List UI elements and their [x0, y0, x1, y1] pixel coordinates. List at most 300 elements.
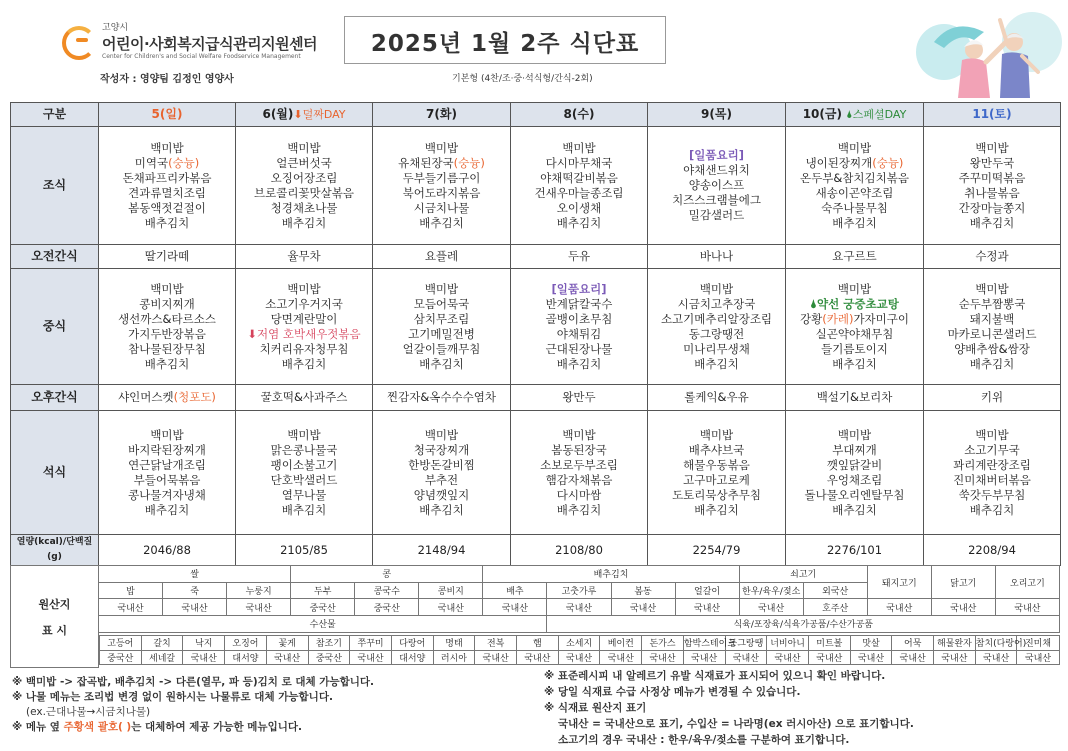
dish: 배추김치	[832, 502, 877, 517]
dish: 백미밥	[975, 140, 1009, 155]
meal-cell	[786, 411, 924, 535]
dish: 배추김치	[144, 502, 190, 517]
breakfast-row	[11, 127, 1061, 245]
origin-item: 두부	[291, 582, 355, 599]
group-processed: 식육/포장육/식육가공품/수산가공품	[547, 616, 1060, 633]
row-label-dinner: 석식	[11, 411, 99, 535]
dish: 봄동된장국	[551, 442, 607, 457]
origin-item: 외국산	[803, 582, 867, 599]
dish: 백미밥	[837, 140, 872, 155]
note: ※ 당일 식재료 수급 사정상 메뉴가 변경될 수 있습니다.	[544, 686, 801, 698]
note: (ex.근대나물→시금치나물)	[26, 706, 151, 718]
dish: 백미밥	[837, 427, 872, 442]
day-tue: 7(화)	[373, 103, 511, 127]
origin-value: 호주산	[803, 599, 867, 616]
origin-value: 국내산	[99, 599, 163, 616]
group-duck: 오리고기	[995, 566, 1059, 599]
dish: 쑥갓두부무침	[958, 487, 1026, 502]
dish: 취나물볶음	[964, 185, 1020, 200]
origin-value: 국내산	[611, 599, 675, 616]
meal-cell	[511, 127, 648, 245]
dish: 간장마늘쫑지	[958, 200, 1026, 215]
origin-value: 국내산	[975, 650, 1017, 665]
dish: 치커리유자청무침	[259, 341, 349, 356]
dish: 모듬어묵국	[413, 296, 470, 311]
meal-cell	[648, 411, 786, 535]
origin-item: 햄	[517, 635, 559, 650]
origin-item: 해물완자	[934, 635, 976, 650]
origin-item: 한우/육우/젖소	[739, 582, 803, 599]
snack-cell: 두유	[511, 245, 648, 269]
dish: 견과류멸치조림	[128, 185, 206, 200]
dish: 배추김치	[556, 502, 602, 517]
dish: 청국장찌개	[413, 442, 470, 457]
dish: 배추김치	[281, 356, 327, 371]
dish: 백미밥	[975, 281, 1009, 296]
dish: 꽈리계란장조림	[953, 457, 1031, 472]
dish: 소보로두부조림	[540, 457, 618, 472]
origin-item: 다랑어	[391, 635, 433, 650]
dish: 오이생채	[556, 200, 602, 215]
dish: 동그랑땡전	[688, 326, 745, 341]
origin-value: 세네갈	[141, 650, 183, 665]
origin-item: 꽃게	[266, 635, 308, 650]
dish: 백미밥	[424, 140, 459, 155]
origin-label-1: 원산지	[38, 597, 71, 611]
origin-label-2: 표 시	[41, 623, 68, 637]
group-kimchi: 배추김치	[483, 566, 739, 583]
origin-item: 낙지	[183, 635, 225, 650]
nutrition-cell: 2046/88	[99, 535, 236, 566]
group-pork: 돼지고기	[867, 566, 931, 599]
dish: 주꾸미떡볶음	[958, 170, 1026, 185]
origin-value: 국내산	[547, 599, 611, 616]
meal-cell	[924, 127, 1061, 245]
dish: 양송이스프	[688, 178, 745, 192]
dish: 소고기무국	[964, 442, 1020, 457]
dish: 숙주나물무침	[821, 200, 888, 215]
org-name-english: Center for Children's and Social Welfare Foodservice Management	[102, 53, 301, 60]
am-snack-row	[11, 245, 1061, 269]
origin-item: 명태	[433, 635, 475, 650]
day-thu: 9(목)	[648, 103, 786, 127]
dish: 배추김치	[969, 502, 1015, 517]
dish: 미나리무생채	[683, 341, 750, 356]
dish: 배추김치	[144, 215, 190, 230]
dish: 두부들기름구이	[402, 170, 481, 185]
alt-option: (청포도)	[173, 390, 216, 404]
corner-label: 구분	[11, 103, 99, 127]
dish: 햄감자채볶음	[545, 472, 613, 487]
origin-value: 국내산	[739, 599, 803, 616]
origin-value: 국내산	[350, 650, 392, 665]
origin-value: 대서양	[391, 650, 433, 665]
page-title: 2025년 1월 2주 식단표	[370, 31, 640, 57]
dish: 깻잎닭갈비	[826, 457, 883, 472]
origin-subtable-wrap	[99, 632, 1060, 667]
dish: 바지락된장찌개	[128, 442, 206, 457]
alt-option: (숭늉)	[453, 155, 485, 170]
meal-cell	[924, 269, 1061, 385]
dish: 배추김치	[281, 215, 327, 230]
origin-item: 전복	[475, 635, 517, 650]
meal-cell	[99, 411, 236, 535]
alt-option: (카레)	[822, 311, 854, 326]
notes-right	[544, 668, 1064, 748]
meal-cell	[373, 411, 511, 535]
origin-item: 배추	[483, 582, 547, 599]
dish: 돼지불백	[969, 311, 1015, 326]
origin-item: 참치(다랑어)	[975, 635, 1017, 650]
origin-item: 쭈꾸미	[350, 635, 392, 650]
origin-item: 밥	[99, 582, 163, 599]
meal-cell	[786, 127, 924, 245]
dish: 맑은콩나물국	[270, 442, 338, 457]
origin-value: 국내산	[266, 650, 308, 665]
title-box	[344, 16, 666, 64]
dish: 다시마쌈	[556, 487, 602, 502]
row-label-pm-snack: 오후간식	[11, 385, 99, 411]
pm-snack-row	[11, 385, 1061, 411]
dish: 치즈스크램블에그	[672, 193, 761, 207]
origin-value: 국내산	[475, 650, 517, 665]
dish: 야채샌드위치	[683, 163, 750, 177]
nutrition-row	[11, 535, 1061, 566]
dish: 팽이소불고기	[270, 457, 338, 472]
meal-cell	[924, 411, 1061, 535]
seafood-values-row	[100, 650, 1060, 665]
dish: 시금치나물	[413, 200, 470, 215]
dish: 들기름토이지	[821, 341, 888, 356]
dish: 배추김치	[556, 356, 602, 371]
dish: 백미밥	[424, 281, 459, 296]
dish: 배추김치	[694, 502, 739, 517]
origin-item: 참조기	[308, 635, 350, 650]
origin-row-4	[11, 616, 1060, 633]
day-sun: 5(일)	[99, 103, 236, 127]
day-mon: 6(월)⬇덜짜DAY	[236, 103, 373, 127]
dish: 백미밥	[150, 140, 184, 155]
dish: 마카로니콘샐러드	[947, 326, 1037, 341]
origin-table	[10, 565, 1060, 668]
dish: 진미채버터볶음	[953, 472, 1031, 487]
dish: 건새우마늘종조림	[534, 185, 624, 200]
meal-cell	[511, 411, 648, 535]
origin-value: 국내산	[675, 599, 739, 616]
dish: 온두부&참치김치볶음	[800, 170, 909, 185]
dish: 배추김치	[419, 356, 464, 371]
dish: 돌나물오리엔탈무침	[804, 487, 905, 502]
dish: 실곤약야채무침	[815, 326, 894, 341]
dish: 배추김치	[281, 502, 327, 517]
snack-cell: 키위	[924, 385, 1061, 411]
dish: 백미밥	[150, 427, 184, 442]
nutrition-cell: 2254/79	[648, 535, 786, 566]
origin-label	[11, 566, 99, 668]
dish: 청경채초나물	[270, 200, 338, 215]
dish: 🌢약선 궁중초교탕	[810, 296, 899, 311]
dish: 삼치무조림	[413, 311, 470, 326]
group-rice: 쌀	[99, 566, 291, 583]
snack-cell: 백설기&보리차	[786, 385, 924, 411]
dish: 배추김치	[419, 215, 464, 230]
nutrition-cell: 2108/80	[511, 535, 648, 566]
dish: 당면계란말이	[270, 311, 338, 326]
origin-item: 너비아니	[767, 635, 809, 650]
dish: 냉이된장찌개(숭늉)	[805, 155, 904, 170]
note: ※ 나물 메뉴는 조리법 변경 없이 원하시는 나물류로 대체 가능합니다.	[12, 691, 333, 703]
dish: 단호박샐러드	[270, 472, 338, 487]
snack-cell: 율무차	[236, 245, 373, 269]
snack-cell: 왕만두	[511, 385, 648, 411]
dish: 백미밥	[424, 427, 459, 442]
dish: 백미밥	[287, 427, 321, 442]
origin-item: 소세지	[558, 635, 600, 650]
dish: 얼갈이들깨무침	[402, 341, 481, 356]
origin-item: 맛살	[850, 635, 892, 650]
meal-cell	[511, 269, 648, 385]
origin-row-1	[11, 566, 1060, 583]
org-city: 고양시	[102, 23, 129, 33]
snack-cell: 꿀호떡&사과주스	[236, 385, 373, 411]
day-fri: 10(금) 🌢스페셜DAY	[786, 103, 924, 127]
snack-cell: 수정과	[924, 245, 1061, 269]
dish: 배추김치	[419, 502, 464, 517]
origin-item: 돈가스	[642, 635, 684, 650]
dish: 배추샤브국	[688, 442, 745, 457]
dish: 백미밥	[287, 140, 321, 155]
dish: 다시마무채국	[545, 155, 613, 170]
origin-value: 국내산	[931, 599, 995, 616]
alt-option: (숭늉)	[872, 155, 904, 170]
origin-value: 국내산	[558, 650, 600, 665]
meal-cell	[99, 269, 236, 385]
dish: 백미밥	[699, 281, 734, 296]
origin-value: 대서양	[225, 650, 267, 665]
page-subtitle: 기본형 (4찬/조·중·석식형/간식-2회)	[452, 74, 593, 84]
origin-item: 죽	[163, 582, 227, 599]
snack-cell: 요플레	[373, 245, 511, 269]
header	[0, 0, 1068, 98]
nutrition-cell: 2105/85	[236, 535, 373, 566]
dish: 오징어장조림	[270, 170, 338, 185]
meal-cell	[236, 411, 373, 535]
notes-left	[12, 675, 532, 735]
pm-snack-sun: 샤인머스켓	[118, 390, 174, 404]
dish: 백미밥	[837, 281, 872, 296]
dish: 왕만두국	[969, 155, 1015, 170]
origin-item: 봄동	[611, 582, 675, 599]
dish: 참나물된장무침	[128, 341, 206, 356]
snack-cell	[99, 385, 236, 411]
dish: 배추김치	[832, 356, 877, 371]
dish: 양념깻잎지	[413, 487, 470, 502]
origin-item: 콩비지	[419, 582, 483, 599]
row-label-breakfast: 조식	[11, 127, 99, 245]
note: ※ 표준레시피 내 알레르기 유발 식재료가 표시되어 있으니 확인 바랍니다.	[544, 670, 886, 682]
lunch-row	[11, 269, 1061, 385]
dish: 생선까스&타르소스	[118, 311, 216, 326]
dish: 돈채파프리카볶음	[122, 170, 212, 185]
elderly-dancing-illustration	[914, 12, 1064, 98]
origin-value: 국내산	[1017, 650, 1059, 665]
dish: 배추김치	[144, 356, 190, 371]
dish: 강황(카레)가자미구이	[800, 311, 909, 326]
origin-item: 진미채	[1017, 635, 1059, 650]
meal-cell	[648, 127, 786, 245]
dish: 유채된장국(숭늉)	[398, 155, 485, 170]
dish: 배추김치	[694, 356, 739, 371]
dish: 봄동액젓겉절이	[128, 200, 206, 215]
weekly-menu-table	[10, 102, 1061, 566]
dish: 열무나물	[281, 487, 327, 502]
dish: 콩비지찌개	[139, 296, 195, 311]
dish: 야채튀김	[556, 326, 602, 341]
origin-row-5	[11, 632, 1060, 667]
meal-cell	[373, 127, 511, 245]
origin-value: 국내산	[517, 650, 559, 665]
meal-cell	[99, 127, 236, 245]
nutrition-cell: 2148/94	[373, 535, 511, 566]
dish: [일품요리]	[689, 148, 744, 162]
note-alt-menu: ※ 메뉴 옆 주황색 괄호( )는 대체하여 제공 가능한 메뉴입니다.	[12, 721, 302, 733]
snack-cell: 바나나	[648, 245, 786, 269]
origin-value: 중국산	[355, 599, 419, 616]
dish: 고구마고로케	[683, 472, 750, 487]
origin-value: 러시아	[433, 650, 475, 665]
origin-value: 국내산	[767, 650, 809, 665]
dish: 새송이곤약조림	[815, 185, 894, 200]
origin-value: 국내산	[600, 650, 642, 665]
dish: 도토리묵상추무침	[672, 487, 761, 502]
origin-value: 국내산	[867, 599, 931, 616]
day-wed: 8(수)	[511, 103, 648, 127]
origin-item: 베이컨	[600, 635, 642, 650]
snack-cell: 롤케익&우유	[648, 385, 786, 411]
dish: 고기메밀전병	[408, 326, 475, 341]
dish: 밀감샐러드	[688, 208, 745, 222]
dish: 브로콜리꽃맛살볶음	[254, 185, 354, 200]
meal-cell	[648, 269, 786, 385]
dish: 한방돈갈비찜	[408, 457, 475, 472]
origin-value: 국내산	[419, 599, 483, 616]
dish: 백미밥	[150, 281, 184, 296]
dish: 백미밥	[287, 281, 321, 296]
org-name: 어린이·사회복지급식관리지원센터	[102, 35, 318, 53]
origin-item: 누룽지	[227, 582, 291, 599]
group-chicken: 닭고기	[931, 566, 995, 599]
origin-item: 얼갈이	[675, 582, 739, 599]
row-label-nutrition: 열량(kcal)/단백질(g)	[11, 535, 99, 566]
dish: 야채떡갈비볶음	[540, 170, 618, 185]
dish: 양배추쌈&쌈장	[954, 341, 1030, 356]
origin-subtable	[99, 635, 1060, 665]
dish: 근대된장나물	[545, 341, 613, 356]
dish: ⬇저염 호박새우젓볶음	[247, 326, 361, 341]
seafood-items-row	[100, 635, 1060, 650]
origin-value: 국내산	[642, 650, 684, 665]
dish: 해물우동볶음	[683, 457, 750, 472]
origin-value: 국내산	[183, 650, 225, 665]
dish: 백미밥	[699, 427, 734, 442]
dish: 우엉채조림	[826, 472, 883, 487]
origin-item: 함박스테이크	[683, 635, 725, 650]
dish: [일품요리]	[551, 281, 607, 296]
dish: 배추김치	[556, 215, 602, 230]
dish: 소고기우거지국	[265, 296, 343, 311]
snack-cell: 딸기라떼	[99, 245, 236, 269]
origin-value: 국내산	[934, 650, 976, 665]
origin-value: 국내산	[808, 650, 850, 665]
dish: 미역국(숭늉)	[134, 155, 200, 170]
meal-cell	[786, 269, 924, 385]
dish: 소고기메추리알장조림	[660, 311, 773, 326]
dish: 연근닭날개조림	[128, 457, 206, 472]
dish: 순두부짬뽕국	[958, 296, 1026, 311]
day-sat: 11(토)	[924, 103, 1061, 127]
note: ※ 백미밥 -> 잡곡밥, 배추김치 -> 다른(열무, 파 등)김치 로 대체 가능합니다.	[12, 676, 375, 688]
dish: 부대찌개	[832, 442, 877, 457]
origin-row-3	[11, 599, 1060, 616]
origin-value: 중국산	[100, 650, 142, 665]
origin-item: 고춧가루	[547, 582, 611, 599]
row-label-am-snack: 오전간식	[11, 245, 99, 269]
snack-cell: 요구르트	[786, 245, 924, 269]
nutrition-cell: 2276/101	[786, 535, 924, 566]
author: 작성자 : 영양팀 김정인 영양사	[100, 74, 234, 85]
note: 국내산 = 국내산으로 표기, 수입산 = 나라명(ex 러시아산) 으로 표기합니다.	[558, 718, 914, 730]
dish: 부추전	[424, 472, 459, 487]
dish: 백미밥	[562, 427, 596, 442]
origin-value: 중국산	[291, 599, 355, 616]
origin-value: 국내산	[483, 599, 547, 616]
origin-value: 국내산	[725, 650, 767, 665]
dish: 가지두반장볶음	[128, 326, 206, 341]
meal-cell	[236, 269, 373, 385]
dish: 백미밥	[562, 140, 596, 155]
dish: 부들어묵볶음	[133, 472, 201, 487]
origin-item: 고등어	[100, 635, 142, 650]
origin-item: 오징어	[225, 635, 267, 650]
dish: 시금치고추장국	[677, 296, 756, 311]
dish: 백미밥	[975, 427, 1009, 442]
origin-item: 동그랑땡	[725, 635, 767, 650]
row-label-lunch: 중식	[11, 269, 99, 385]
center-logo-icon	[62, 26, 96, 60]
snack-cell: 찐감자&옥수수수염차	[373, 385, 511, 411]
dish: 배추김치	[969, 215, 1015, 230]
dinner-row	[11, 411, 1061, 535]
dish: 북어도라지볶음	[402, 185, 481, 200]
origin-value: 국내산	[995, 599, 1059, 616]
origin-value: 국내산	[892, 650, 934, 665]
nutrition-cell: 2208/94	[924, 535, 1061, 566]
day-header-row	[11, 103, 1061, 127]
meal-cell	[236, 127, 373, 245]
meal-cell	[373, 269, 511, 385]
dish: 얼큰버섯국	[276, 155, 332, 170]
group-seafood: 수산물	[99, 616, 547, 633]
dish: 반계닭칼국수	[545, 296, 613, 311]
origin-value: 국내산	[163, 599, 227, 616]
origin-item: 어묵	[892, 635, 934, 650]
group-beans: 콩	[291, 566, 483, 583]
origin-item: 미트볼	[808, 635, 850, 650]
alt-option: (숭늉)	[168, 155, 200, 170]
dish: 콩나물겨자냉채	[128, 487, 206, 502]
origin-value: 중국산	[308, 650, 350, 665]
group-beef: 쇠고기	[739, 566, 867, 583]
